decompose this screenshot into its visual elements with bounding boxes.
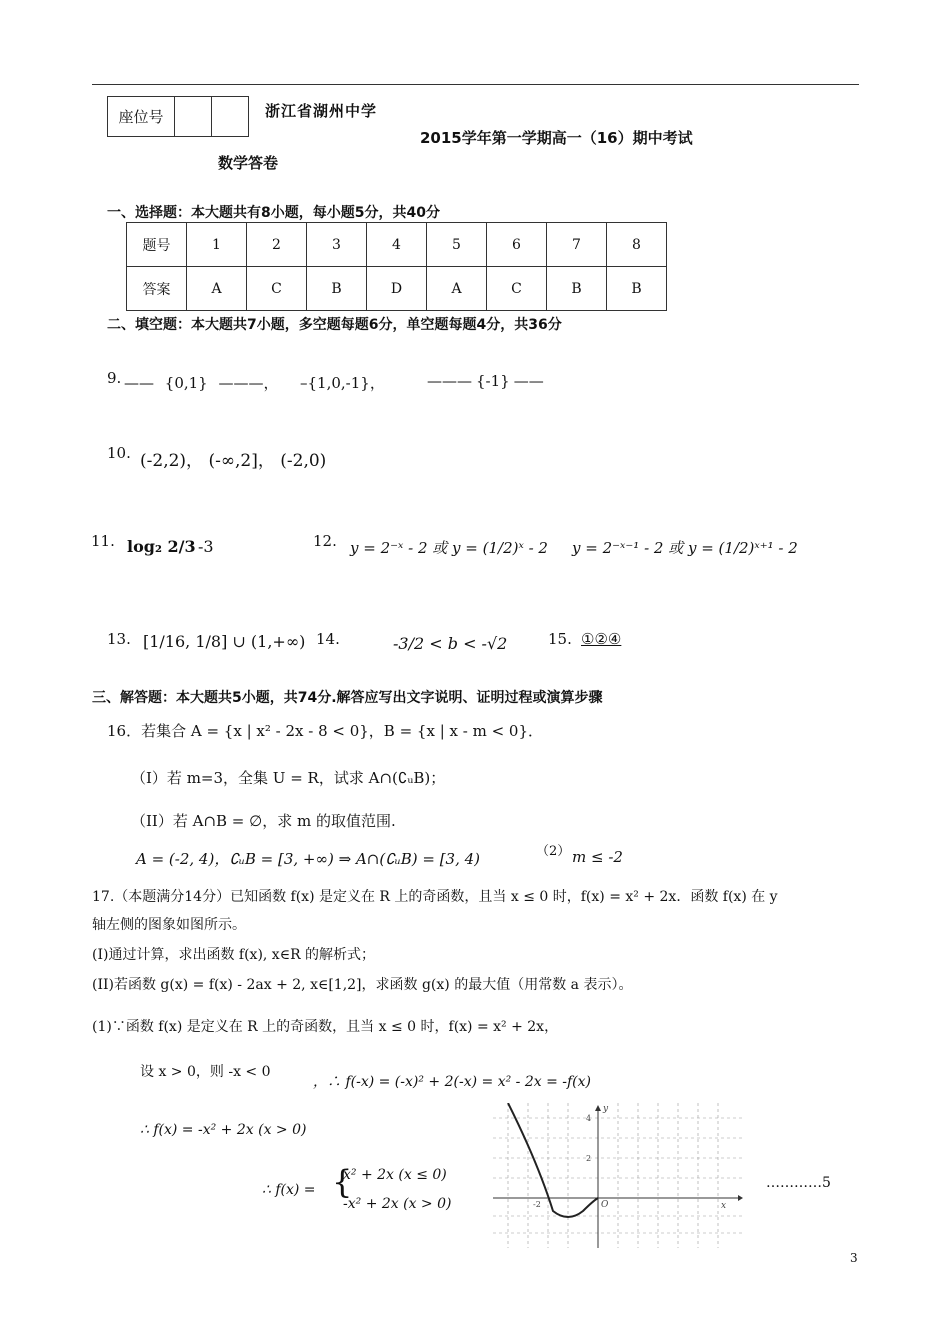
q17-solution-3: ∴ f(x) = -x² + 2x (x > 0) bbox=[140, 1122, 307, 1138]
q17-solution-2b: ，∴ f(-x) = (-x)² + 2(-x) = x² - 2x = -f(x) bbox=[313, 1074, 591, 1090]
answer-cell: A bbox=[427, 267, 487, 311]
function-graph bbox=[493, 1103, 743, 1248]
school-name: 浙江省湖州中学 bbox=[265, 102, 378, 120]
q17-piecewise-case-2: -x² + 2x (x > 0) bbox=[343, 1196, 452, 1212]
q11-number: 11. bbox=[91, 532, 115, 550]
q17-piecewise-lead: ∴ f(x) = bbox=[262, 1182, 316, 1198]
q9-answers: —— {0,1} ———， bbox=[124, 374, 279, 392]
brace-icon: { bbox=[332, 1163, 353, 1201]
page-number: 3 bbox=[850, 1251, 858, 1265]
question-number: 6 bbox=[487, 223, 547, 267]
q15-number: 15. bbox=[548, 630, 572, 648]
q12-answer-1: y = 2⁻ˣ - 2 或 y = (1/2)ˣ - 2 bbox=[350, 539, 548, 557]
q16-part-2: （II）若 A∩B = ∅，求 m 的取值范围. bbox=[131, 812, 396, 830]
q16-part-1: （I）若 m=3，全集 U = R，试求 A∩(∁ᵤB)； bbox=[131, 769, 446, 787]
seat-number-box bbox=[107, 96, 249, 137]
q13-answer: [1/16, 1/8] ∪ (1,+∞) bbox=[143, 632, 306, 651]
q17-part-1: (I)通过计算，求出函数 f(x), x∈R 的解析式； bbox=[92, 947, 376, 963]
top-rule bbox=[92, 84, 859, 85]
section-1-heading: 一、选择题：本大题共有8小题，每小题5分，共40分 bbox=[107, 205, 440, 221]
q13-number: 13. bbox=[107, 630, 131, 648]
y-axis-label: y bbox=[603, 1104, 609, 1114]
q9-answer-3-wrap: ——— {-1} —— bbox=[427, 372, 544, 390]
q9-answer-2: {1,0,-1} bbox=[307, 374, 370, 392]
seat-cell bbox=[175, 97, 212, 137]
q9-number: 9. bbox=[107, 369, 122, 387]
answer-label: 答案 bbox=[127, 267, 187, 311]
answer-cell: C bbox=[487, 267, 547, 311]
q17-stem-2: 轴左侧的图象如图所示。 bbox=[92, 917, 246, 933]
header-label: 题号 bbox=[127, 223, 187, 267]
y-axis-arrow-icon bbox=[595, 1105, 601, 1111]
q10-answer-2: (-∞,2] bbox=[208, 451, 258, 471]
question-number: 4 bbox=[367, 223, 427, 267]
tick-label-2: 2 bbox=[586, 1154, 592, 1163]
q17-part-2: (II)若函数 g(x) = f(x) - 2ax + 2, x∈[1,2]，求函数 g(x) 的最大值（用常数 a 表示）。 bbox=[92, 977, 633, 993]
q14-answer: -3/2 < b < -√2 bbox=[393, 634, 508, 653]
answer-cell: D bbox=[367, 267, 427, 311]
seat-cell bbox=[212, 97, 249, 137]
question-number: 1 bbox=[187, 223, 247, 267]
answer-cell: B bbox=[307, 267, 367, 311]
q16-answer-2: m ≤ -2 bbox=[572, 848, 623, 866]
q17-stem-1: 17.（本题满分14分）已知函数 f(x) 是定义在 R 上的奇函数，且当 x ≤ 0 时，f(x) = x² + 2x．函数 f(x) 在 y bbox=[92, 889, 778, 905]
answer-cell: A bbox=[187, 267, 247, 311]
section-3-heading: 三、解答题：本大题共5小题，共74分.解答应写出文字说明、证明过程或演算步骤 bbox=[92, 690, 603, 706]
q9-answer-2-wrap: –{1,0,-1}， bbox=[300, 374, 385, 392]
answer-table bbox=[126, 222, 667, 311]
question-number: 2 bbox=[247, 223, 307, 267]
question-number: 8 bbox=[607, 223, 667, 267]
origin-label: O bbox=[601, 1200, 609, 1210]
function-curve bbox=[508, 1103, 598, 1217]
seat-label: 座位号 bbox=[108, 97, 175, 137]
answer-cell: C bbox=[247, 267, 307, 311]
answer-cell: B bbox=[547, 267, 607, 311]
q17-solution-1: (1)∵函数 f(x) 是定义在 R 上的奇函数，且当 x ≤ 0 时，f(x) = x² + 2x， bbox=[92, 1019, 559, 1035]
doc-title: 数学答卷 bbox=[218, 154, 279, 172]
q14-number: 14. bbox=[316, 630, 340, 648]
question-number: 3 bbox=[307, 223, 367, 267]
q11-answer-2: -3 bbox=[198, 537, 214, 556]
tick-label-minus-2: -2 bbox=[533, 1200, 541, 1209]
answer-cell: B bbox=[607, 267, 667, 311]
q16-stem: 16．若集合 A = {x | x² - 2x - 8 < 0}，B = {x | x - m < 0}． bbox=[107, 722, 544, 740]
x-axis-label: x bbox=[721, 1201, 727, 1211]
tick-label-4: 4 bbox=[586, 1114, 592, 1123]
question-number: 7 bbox=[547, 223, 607, 267]
q12-number: 12. bbox=[313, 532, 337, 550]
exam-title: 2015学年第一学期高一（16）期中考试 bbox=[420, 129, 693, 147]
x-axis-arrow-icon bbox=[738, 1195, 743, 1201]
q10-number: 10. bbox=[107, 444, 131, 462]
graph-grid bbox=[493, 1103, 743, 1248]
q17-solution-2a: 设 x > 0，则 -x < 0 bbox=[140, 1064, 271, 1080]
q10-answer-3: (-2,0) bbox=[280, 451, 327, 471]
q15-answer: ①②④ bbox=[581, 630, 622, 648]
q9-answer-1: {0,1} bbox=[164, 374, 208, 392]
q11-answer-1: log₂ 2/3 bbox=[127, 537, 196, 556]
table-row bbox=[127, 223, 667, 267]
table-row bbox=[127, 267, 667, 311]
q16-answer-1: A = (-2, 4)，∁ᵤB = [3, +∞) ⇒ A∩(∁ᵤB) = [3, 4) bbox=[136, 850, 481, 868]
question-number: 5 bbox=[427, 223, 487, 267]
score-marker: …………5 bbox=[766, 1175, 831, 1191]
q16-answer-2-label: （2） bbox=[536, 844, 571, 859]
q9-answer-3: {-1} bbox=[476, 372, 510, 390]
q10-answers: (-2,2)， (-∞,2]， (-2,0) bbox=[140, 451, 327, 471]
q12-answer-2: y = 2⁻ˣ⁻¹ - 2 或 y = (1/2)ˣ⁺¹ - 2 bbox=[572, 539, 798, 557]
q10-answer-1: (-2,2) bbox=[140, 451, 187, 471]
section-2-heading: 二、填空题：本大题共7小题，多空题每题6分，单空题每题4分，共36分 bbox=[107, 317, 562, 333]
q17-piecewise-case-1: x² + 2x (x ≤ 0) bbox=[343, 1167, 447, 1183]
